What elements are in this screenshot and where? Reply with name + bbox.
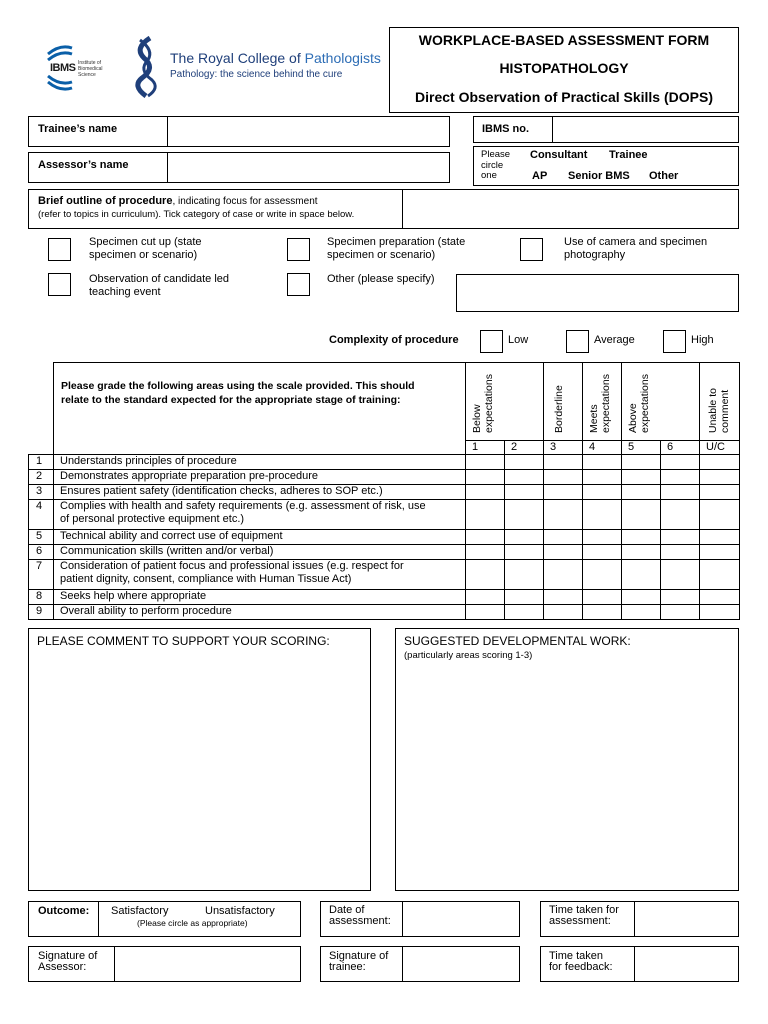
- role-trainee[interactable]: Trainee: [609, 149, 648, 161]
- grade-cell-5[interactable]: [622, 470, 661, 485]
- outcome-box: [28, 901, 301, 937]
- grading-item-line: Overall ability to perform procedure: [60, 605, 232, 617]
- grade-cell-2[interactable]: [505, 455, 544, 470]
- assessor-name-field[interactable]: [167, 152, 450, 183]
- grade-cell-5[interactable]: [622, 455, 661, 470]
- grade-cell-6[interactable]: [661, 545, 700, 560]
- time-taken-label: [549, 905, 619, 927]
- grade-cell-5[interactable]: [622, 590, 661, 605]
- grade-cell-6[interactable]: [661, 605, 700, 620]
- grade-cell-2[interactable]: [505, 485, 544, 500]
- scale-unable-cell: [700, 363, 740, 441]
- grade-cell-7[interactable]: [700, 470, 740, 485]
- scale-below-line1: Below: [471, 404, 483, 433]
- grade-cell-4[interactable]: [583, 455, 622, 470]
- assessor-signature-label: [38, 951, 97, 973]
- assessor-signature-field[interactable]: [115, 947, 300, 981]
- procedure-outline-line1: [38, 195, 318, 208]
- scale-borderline-cell: [544, 363, 583, 441]
- grade-cell-5[interactable]: [622, 530, 661, 545]
- rcpath-logo: [130, 36, 380, 98]
- scale-above-label: [628, 374, 651, 433]
- grade-cell-3[interactable]: [544, 590, 583, 605]
- grading-item-line: Ensures patient safety (identification checks, adheres to SOP etc.): [60, 485, 383, 497]
- grade-cell-2[interactable]: [505, 545, 544, 560]
- date-of-assessment-field[interactable]: [403, 902, 519, 936]
- role-ap[interactable]: AP: [532, 170, 548, 182]
- grade-cell-1[interactable]: [466, 470, 505, 485]
- scale-above-cell: [622, 363, 700, 441]
- assessor-name-label-cell: [28, 152, 168, 183]
- ibms-logo-text: IBMS: [50, 62, 76, 74]
- grade-cell-4[interactable]: [583, 470, 622, 485]
- grade-cell-5[interactable]: [622, 605, 661, 620]
- grade-cell-3[interactable]: [544, 560, 583, 590]
- scale-num-5: 5: [622, 441, 661, 455]
- category-other-label: Other (please specify): [327, 273, 435, 285]
- grade-cell-4[interactable]: [583, 545, 622, 560]
- scale-num-3: 3: [544, 441, 583, 455]
- outcome-label-cell: [29, 902, 99, 936]
- procedure-outline-rest: , indicating focus for assessment: [172, 196, 318, 207]
- grading-item-description: [54, 590, 466, 605]
- grade-cell-3[interactable]: [544, 530, 583, 545]
- time-taken-label-line2: assessment:: [549, 915, 611, 927]
- scale-meets-label: [589, 374, 612, 433]
- grading-item-row: [29, 590, 740, 605]
- outcome-satisfactory[interactable]: Satisfactory: [111, 905, 169, 917]
- grade-cell-4[interactable]: [583, 560, 622, 590]
- grade-cell-4[interactable]: [583, 485, 622, 500]
- complexity-high-label: High: [691, 334, 714, 346]
- procedure-outline-label-cell: [28, 189, 403, 229]
- grade-cell-6[interactable]: [661, 470, 700, 485]
- scale-unable-label: [708, 388, 731, 433]
- assessor-name-label: Assessor’s name: [38, 159, 129, 171]
- grade-cell-4[interactable]: [583, 590, 622, 605]
- scale-meets-line1: Meets: [588, 404, 600, 433]
- feedback-time-label: [549, 951, 613, 973]
- grade-cell-1[interactable]: [466, 545, 505, 560]
- grading-item-line: Complies with health and safety requirements (e.g. assessment of risk, use: [60, 500, 426, 512]
- grade-cell-2[interactable]: [505, 560, 544, 590]
- circle-one-line3: one: [481, 170, 497, 181]
- grade-cell-5[interactable]: [622, 560, 661, 590]
- date-label-line2: assessment:: [329, 915, 391, 927]
- grading-items: [29, 455, 740, 620]
- role-other[interactable]: Other: [649, 170, 679, 182]
- grade-cell-6[interactable]: [661, 455, 700, 470]
- ibms-no-label: IBMS no.: [482, 123, 530, 135]
- grading-item-number: 6: [29, 545, 54, 560]
- trainee-name-label-cell: [28, 116, 168, 147]
- grade-cell-3[interactable]: [544, 470, 583, 485]
- procedure-outline-bold: Brief outline of procedure: [38, 195, 173, 207]
- category-teaching-label: [89, 273, 229, 299]
- complexity-label: Complexity of procedure: [329, 334, 459, 346]
- circle-one-line2: circle: [481, 159, 504, 171]
- ibms-logo-name: Institute of Biomedical Science: [78, 60, 103, 78]
- scale-num-2: 2: [505, 441, 544, 455]
- time-taken-assessment-field[interactable]: [635, 902, 738, 936]
- grading-item-row: [29, 545, 740, 560]
- grade-cell-3[interactable]: [544, 500, 583, 530]
- category-cutup-checkbox[interactable]: [48, 238, 71, 261]
- outcome-note: (Please circle as appropriate): [137, 918, 248, 928]
- outcome-unsatisfactory[interactable]: Unsatisfactory: [205, 905, 275, 917]
- grade-cell-2[interactable]: [505, 530, 544, 545]
- grade-cell-6[interactable]: [661, 590, 700, 605]
- grading-item-description: [54, 545, 466, 560]
- grade-cell-5[interactable]: [622, 545, 661, 560]
- grade-cell-5[interactable]: [622, 500, 661, 530]
- scale-below-line2: expectations: [482, 374, 495, 433]
- scale-above-line1: Above: [627, 403, 639, 433]
- grade-cell-7[interactable]: [700, 455, 740, 470]
- time-taken-feedback-field[interactable]: [635, 947, 738, 981]
- complexity-high-checkbox[interactable]: [663, 330, 686, 353]
- grading-item-line: Seeks help where appropriate: [60, 590, 207, 602]
- scale-below-cell: [466, 363, 544, 441]
- category-preparation-checkbox[interactable]: [287, 238, 310, 261]
- category-teaching-checkbox[interactable]: [48, 273, 71, 296]
- grade-cell-1[interactable]: [466, 605, 505, 620]
- scale-num-4: 4: [583, 441, 622, 455]
- grading-item-number: 8: [29, 590, 54, 605]
- category-teaching-line1: Observation of candidate led: [89, 273, 230, 285]
- grading-item-line: Communication skills (written and/or verbal): [60, 545, 274, 557]
- trainee-signature-line2: trainee:: [329, 961, 366, 973]
- grade-cell-1[interactable]: [466, 455, 505, 470]
- grade-cell-7[interactable]: [700, 560, 740, 590]
- form-title-box: [389, 27, 739, 113]
- category-camera-line2: photography: [564, 249, 626, 261]
- grading-instruction: [61, 379, 415, 407]
- grading-item-description: [54, 605, 466, 620]
- developmental-work-box[interactable]: [395, 628, 739, 891]
- grading-instruction-cell: [54, 363, 466, 455]
- procedure-outline-field[interactable]: [402, 189, 739, 229]
- complexity-average-checkbox[interactable]: [566, 330, 589, 353]
- grade-cell-7[interactable]: [700, 590, 740, 605]
- grade-cell-5[interactable]: [622, 485, 661, 500]
- trainee-name-label: Trainee’s name: [38, 123, 118, 135]
- category-teaching-line2: teaching event: [89, 286, 161, 298]
- grading-item-line: Consideration of patient focus and professional issues (e.g. respect for: [60, 560, 404, 572]
- category-other-checkbox[interactable]: [287, 273, 310, 296]
- category-preparation-line1: Specimen preparation (state: [327, 236, 466, 248]
- grading-item-line: of personal protective equipment etc.): [60, 513, 245, 525]
- grading-table: [28, 362, 740, 620]
- feedback-time-line2: for feedback:: [549, 961, 613, 973]
- ibms-no-label-cell: [473, 116, 553, 143]
- date-label-cell: [321, 902, 403, 936]
- support-comment-box[interactable]: [28, 628, 371, 891]
- grade-cell-3[interactable]: [544, 485, 583, 500]
- grade-cell-6[interactable]: [661, 560, 700, 590]
- grading-item-number: 4: [29, 500, 54, 530]
- grade-cell-1[interactable]: [466, 530, 505, 545]
- grade-cell-7[interactable]: [700, 545, 740, 560]
- grade-cell-6[interactable]: [661, 485, 700, 500]
- grade-cell-4[interactable]: [583, 500, 622, 530]
- grading-instruction-line1: Please grade the following areas using the scale provided. This should: [61, 380, 415, 392]
- category-cutup-line1: Specimen cut up (state: [89, 236, 202, 248]
- category-camera-checkbox[interactable]: [520, 238, 543, 261]
- grade-cell-7[interactable]: [700, 530, 740, 545]
- rcpath-name-prefix: The Royal College of: [170, 50, 305, 66]
- grading-item-description: [54, 500, 466, 530]
- grade-cell-1[interactable]: [466, 500, 505, 530]
- assessor-signature-label-cell: [29, 947, 115, 981]
- complexity-average-label: Average: [594, 334, 635, 346]
- rcpath-helix-icon: [130, 36, 164, 98]
- grading-item-number: 2: [29, 470, 54, 485]
- grading-item-row: [29, 605, 740, 620]
- ibms-logo: [44, 40, 120, 96]
- grade-cell-6[interactable]: [661, 500, 700, 530]
- grading-item-row: [29, 455, 740, 470]
- grade-cell-2[interactable]: [505, 500, 544, 530]
- category-camera-line1: Use of camera and specimen: [564, 236, 708, 248]
- category-preparation-line2: specimen or scenario): [327, 249, 436, 261]
- grade-cell-6[interactable]: [661, 530, 700, 545]
- feedback-time-line1: Time taken: [549, 950, 604, 962]
- form-specialty: HISTOPATHOLOGY: [499, 60, 629, 76]
- procedure-outline-line2: (refer to topics in curriculum). Tick category of case or write in space below.: [38, 209, 355, 220]
- time-taken-feedback-box: [540, 946, 739, 982]
- grading-instruction-line2: relate to the standard expected for the appropriate stage of training:: [61, 394, 401, 406]
- grading-item-number: 7: [29, 560, 54, 590]
- grade-cell-7[interactable]: [700, 605, 740, 620]
- header-spacer: [29, 363, 54, 441]
- trainee-signature-field[interactable]: [403, 947, 519, 981]
- grading-item-line: Technical ability and correct use of equipment: [60, 530, 283, 542]
- grading-item-row: [29, 485, 740, 500]
- grading-item-number: 5: [29, 530, 54, 545]
- grading-header-row: [29, 363, 740, 441]
- scale-meets-cell: [583, 363, 622, 441]
- grade-cell-7[interactable]: [700, 485, 740, 500]
- role-senior-bms[interactable]: Senior BMS: [568, 170, 630, 182]
- assessor-role-box: [473, 146, 739, 186]
- trainee-signature-label-cell: [321, 947, 403, 981]
- scale-unable-line2: comment: [718, 389, 731, 433]
- scale-meets-line2: expectations: [599, 374, 612, 433]
- category-preparation-label: [327, 236, 465, 262]
- assessor-signature-line1: Signature of: [38, 950, 98, 962]
- grading-item-description: [54, 530, 466, 545]
- grading-item-number: 3: [29, 485, 54, 500]
- grade-cell-1[interactable]: [466, 485, 505, 500]
- grade-cell-7[interactable]: [700, 500, 740, 530]
- form-subtitle: Direct Observation of Practical Skills (DOPS): [415, 89, 713, 105]
- category-camera-label: [564, 236, 707, 262]
- assessor-signature-line2: Assessor:: [38, 961, 87, 973]
- trainee-signature-line1: Signature of: [329, 950, 389, 962]
- grade-cell-1[interactable]: [466, 560, 505, 590]
- role-consultant[interactable]: Consultant: [530, 149, 588, 161]
- trainee-signature-label: [329, 951, 388, 973]
- category-cutup-line2: specimen or scenario): [89, 249, 198, 261]
- grade-cell-4[interactable]: [583, 605, 622, 620]
- grading-item-number: 9: [29, 605, 54, 620]
- developmental-work-sub: (particularly areas scoring 1-3): [404, 650, 533, 661]
- grade-cell-3[interactable]: [544, 455, 583, 470]
- grading-item-line: patient dignity, consent, compliance with Human Tissue Act): [60, 573, 352, 585]
- date-of-assessment-box: [320, 901, 520, 937]
- trainee-signature-box: [320, 946, 520, 982]
- trainee-name-field[interactable]: [167, 116, 450, 147]
- grading-item-description: [54, 485, 466, 500]
- grade-cell-3[interactable]: [544, 605, 583, 620]
- support-comment-label: PLEASE COMMENT TO SUPPORT YOUR SCORING:: [37, 634, 330, 648]
- grading-item-description: [54, 455, 466, 470]
- date-label-line1: Date of: [329, 904, 365, 916]
- rcpath-name: [170, 50, 381, 66]
- form-title: WORKPLACE-BASED ASSESSMENT FORM: [418, 32, 710, 48]
- time-taken-assessment-box: [540, 901, 739, 937]
- ibms-no-field[interactable]: [552, 116, 739, 143]
- complexity-low-label: Low: [508, 334, 529, 346]
- grading-item-line: Demonstrates appropriate preparation pre-procedure: [60, 470, 319, 482]
- scale-below-label: [472, 374, 495, 433]
- grading-item-line: Understands principles of procedure: [60, 455, 237, 467]
- grade-cell-4[interactable]: [583, 530, 622, 545]
- assessor-signature-box: [28, 946, 301, 982]
- circle-one-label: [481, 150, 510, 182]
- developmental-work-label: SUGGESTED DEVELOPMENTAL WORK:: [404, 634, 631, 648]
- date-label: [329, 905, 391, 927]
- grading-item-row: [29, 500, 740, 530]
- grading-item-row: [29, 560, 740, 590]
- scale-above-line2: expectations: [638, 374, 651, 433]
- grade-cell-2[interactable]: [505, 470, 544, 485]
- rcpath-name-highlight: Pathologists: [304, 50, 381, 66]
- time-taken-label-cell: [541, 902, 635, 936]
- grading-item-description: [54, 470, 466, 485]
- scale-num-6: 6: [661, 441, 700, 455]
- grade-cell-2[interactable]: [505, 605, 544, 620]
- scale-borderline-label: Borderline: [553, 385, 565, 433]
- time-taken-label-line1: Time taken for: [549, 904, 619, 916]
- scale-unable-line1: Unable to: [707, 388, 719, 433]
- grade-cell-3[interactable]: [544, 545, 583, 560]
- outcome-label: Outcome:: [38, 905, 90, 917]
- category-cutup-label: [89, 236, 202, 262]
- grading-item-description: [54, 560, 466, 590]
- grade-cell-1[interactable]: [466, 590, 505, 605]
- number-spacer: [29, 441, 54, 455]
- feedback-time-label-cell: [541, 947, 635, 981]
- grading-item-number: 1: [29, 455, 54, 470]
- complexity-low-checkbox[interactable]: [480, 330, 503, 353]
- circle-one-line1: Please: [481, 149, 511, 160]
- rcpath-tagline: Pathology: the science behind the cure: [170, 69, 343, 80]
- category-other-specify-field[interactable]: [456, 274, 739, 312]
- grading-item-row: [29, 470, 740, 485]
- grade-cell-2[interactable]: [505, 590, 544, 605]
- scale-num-1: 1: [466, 441, 505, 455]
- grading-item-row: [29, 530, 740, 545]
- scale-num-uc: U/C: [700, 441, 740, 455]
